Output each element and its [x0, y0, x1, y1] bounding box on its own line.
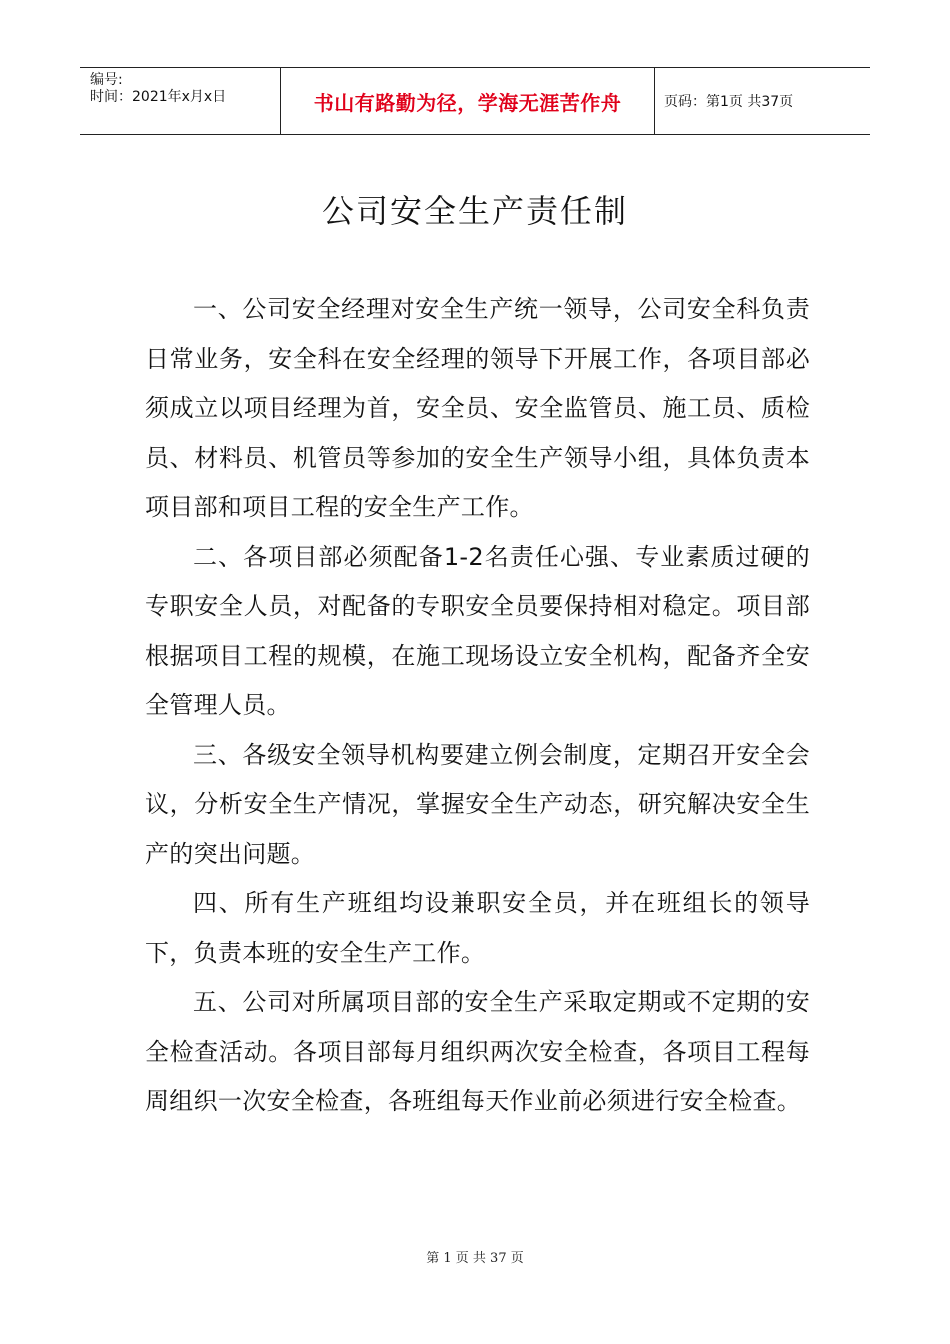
paragraph-1: 一、公司安全经理对安全生产统一领导，公司安全科负责日常业务，安全科在安全经理的领导下开展工作，各项目部必须成立以项目经理为首，安全员、安全监管员、施工员、质检员、材料员、机管员等参加的安全生产领导小组，具体负责本项目部和项目工程的安全生产工作。: [145, 295, 810, 521]
document-body: [145, 285, 810, 1127]
header-page-label: 页码：第1页 共37页: [664, 94, 794, 110]
header-motto: 书山有路勤为径，学海无涯苦作舟: [281, 68, 655, 134]
paragraph-2: 二、各项目部必须配备1-2名责任心强、专业素质过硬的专职安全人员，对配备的专职安全员要保持相对稳定。项目部根据项目工程的规模，在施工现场设立安全机构，配备齐全安全管理人员。: [145, 542, 810, 719]
page-header: [80, 67, 870, 135]
paragraph-4: 四、所有生产班组均设兼职安全员，并在班组长的领导下，负责本班的安全生产工作。: [145, 889, 810, 967]
header-meta: [80, 68, 281, 134]
paragraph-3: 三、各级安全领导机构要建立例会制度，定期召开安全会议，分析安全生产情况，掌握安全生产动态，研究解决安全生产的突出问题。: [145, 740, 810, 868]
paragraph-5: 五、公司对所属项目部的安全生产采取定期或不定期的安全检查活动。各项目部每月组织两次安全检查，各项目工程每周组织一次安全检查，各班组每天作业前必须进行安全检查。: [145, 988, 810, 1115]
document-title: 公司安全生产责任制: [321, 192, 628, 230]
page-footer: 第 1 页 共 37 页: [426, 1251, 524, 1266]
number-label: 编号:: [90, 72, 123, 88]
time-label: 时间：2021年x月x日: [90, 89, 227, 105]
